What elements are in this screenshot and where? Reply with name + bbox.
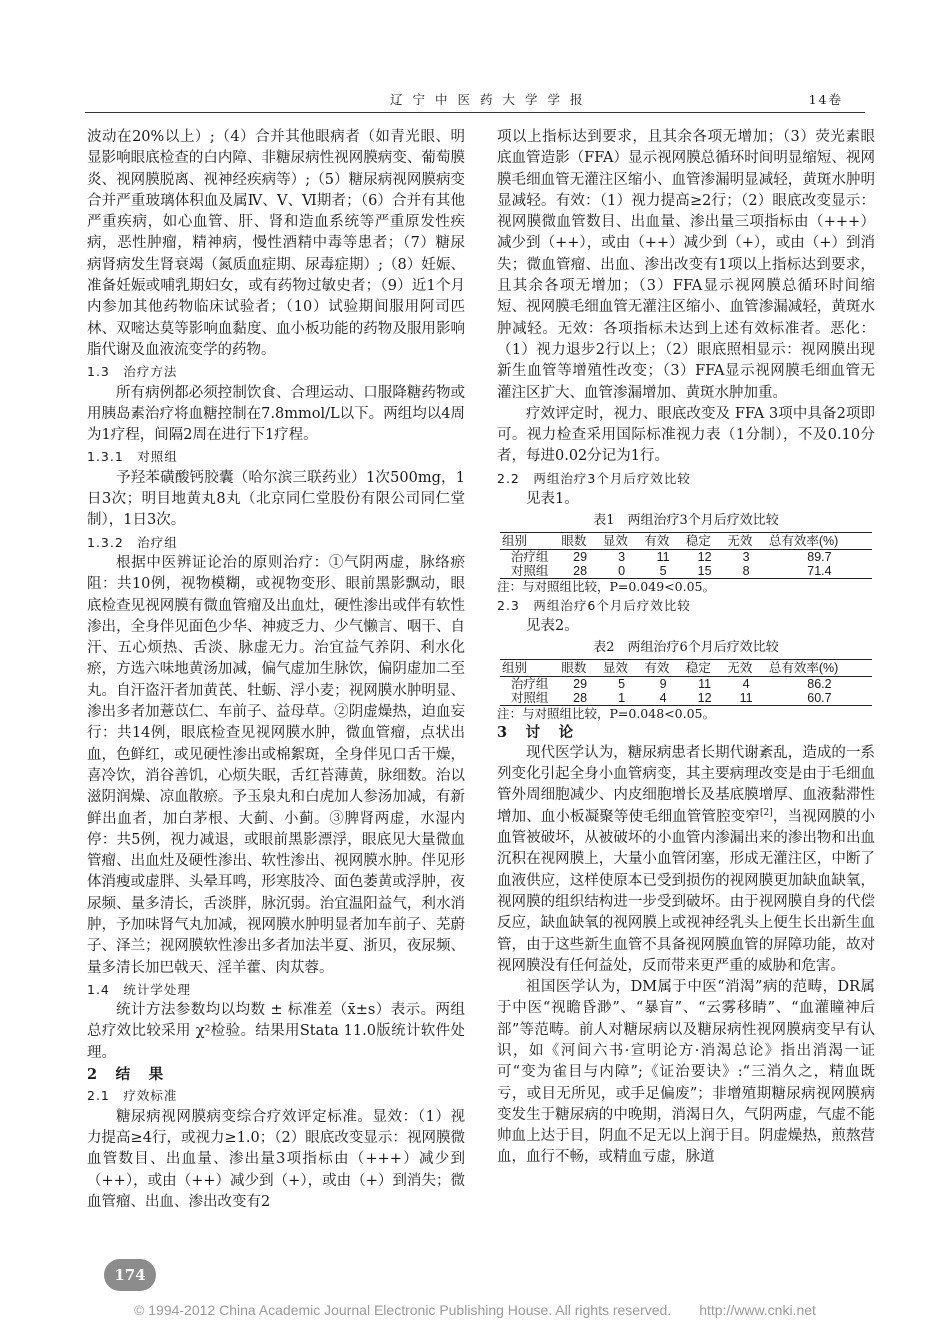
paragraph: 予羟苯磺酸钙胶囊（哈尔滨三联药业）1次500mg，1日3次；明目地黄丸8丸（北京同仁堂股份有限公司同仁堂制），1日3次。 xyxy=(87,469,465,529)
table-header-cell: 总有效率(%) xyxy=(767,659,872,676)
table-cell: 5 xyxy=(642,564,684,579)
table-header-cell: 眼数 xyxy=(559,659,601,676)
paragraph: 糖尿病视网膜病变综合疗效评定标准。显效：（1）视力提高≥4行，或视力≥1.0；（2）眼底改变显示：视网膜微血管数目、出血量、渗出量3项指标由（+++）减少到（++），或由（++）减少到（+），或由（+）到消失；微血管瘤、出血、渗出改变有2 xyxy=(87,1108,465,1210)
table1-note: 注：与对照组比较，P=0.049<0.05。 xyxy=(497,578,715,594)
paragraph: 见表1。 xyxy=(526,491,579,508)
table-header-row xyxy=(500,532,872,549)
table-cell: 对照组 xyxy=(500,564,559,579)
table-header-cell: 显效 xyxy=(601,532,643,549)
table-header-cell: 显效 xyxy=(601,659,643,676)
table-row xyxy=(500,564,872,579)
table-cell: 4 xyxy=(742,676,750,691)
table-cell: 29 xyxy=(573,549,588,564)
paragraph xyxy=(497,743,875,977)
table-cell: 9 xyxy=(659,676,667,691)
volume-label: 14卷 xyxy=(808,92,843,107)
paragraph: 疗效评定时，视力、眼底改变及 FFA 3项中具备2项即可。视力检查采用国际标准视力表（1分制），不及0.10分者，每进0.02分记为1行。 xyxy=(497,405,875,465)
copyright-footer: © 1994-2012 China Academic Journal Electronic Publishing House. All rights reserved. http://www.cnki.net xyxy=(134,1302,816,1318)
section-heading-2-3: 2.3 两组治疗6个月后疗效比较 xyxy=(497,597,691,613)
table-cell: 86.2 xyxy=(807,676,832,691)
table-cell: 5 xyxy=(618,676,626,691)
table-cell: 11 xyxy=(698,676,712,691)
table-header-cell: 组别 xyxy=(500,532,559,549)
citation-ref: [2] xyxy=(759,807,773,818)
running-header xyxy=(85,90,865,113)
table-cell: 60.7 xyxy=(767,691,872,706)
table-cell: 对照组 xyxy=(500,691,559,706)
table-cell: 3 xyxy=(618,549,626,564)
table-header-cell: 稳定 xyxy=(684,532,726,549)
table-cell: 12 xyxy=(697,549,712,564)
table-cell: 治疗组 xyxy=(510,549,549,564)
paragraph: 波动在20%以上）;（4）合并其他眼病者（如青光眼、明显影响眼底检查的白内障、非糖尿病性视网膜病变、葡萄膜炎、视网膜脱离、视神经疾病等）;（5）糖尿病视网膜病变合并严重玻璃体积血及属Ⅳ、Ⅴ、Ⅵ期者；（6）合并有其他严重疾病，如心血管、肝、肾和造血系统等严重原发性疾病，恶性肿瘤，精神病，慢性酒精中毒等患者；（7）糖尿病肾病发生肾衰竭（氮质血症期、尿毒症期）;（8）妊娠、准备妊娠或哺乳期妇女，或有药物过敏史者；（9）近1个月内参加其他药物临床试验者；（10）试验期间服用阿司匹林、双嘧达莫等影响血黏度、血小板功能的药物及服用影响脂代谢及血液流变学的药物。 xyxy=(87,129,465,358)
section-heading-1-3-1: 1.3.1 对照组 xyxy=(87,449,178,465)
journal-title: 辽宁中医药大学学报 xyxy=(390,92,593,107)
page-number-badge: 174 xyxy=(104,1259,156,1291)
table-cell: 15 xyxy=(684,564,726,579)
table-cell: 89.7 xyxy=(807,549,832,564)
table2-note: 注：与对照组比较，P=0.048<0.05。 xyxy=(497,705,715,721)
table-cell: 29 xyxy=(573,676,588,691)
table2 xyxy=(500,659,872,706)
table-cell: 8 xyxy=(725,564,767,579)
table-row xyxy=(500,676,872,691)
table1-caption: 表1 两组治疗3个月后疗效比较 xyxy=(593,513,779,529)
section-heading-1-3-2: 1.3.2 治疗组 xyxy=(87,534,178,550)
paragraph-text: 现代医学认为，糖尿病患者长期代谢紊乱，造成的一系列变化引起全身小血管病变，其主要病理改变是由于毛细血管外周细胞减少、内皮细胞增长及基底膜增厚、血液黏滞性增加、血小板凝聚等使毛细血管管腔变窄 xyxy=(497,744,875,825)
paragraph: 根据中医辨证论治的原则治疗：①气阴两虚，脉络瘀阻：共10例，视物模糊，或视物变形、眼前黑影飘动，眼底检查见视网膜有微血管瘤及出血灶，硬性渗出或伴有软性渗出，全身伴见面色少华、神疲乏力、少气懒言、咽干、自汗、五心烦热、舌淡、脉虚无力。治宜益气养阴、利水化瘀，方选六味地黄汤加减，偏气虚加生脉饮，偏阴虚加二至丸。自汗盗汗者加黄芪、牡蛎、浮小麦；视网膜水肿明显、渗出多者加薏苡仁、车前子、益母草。②阴虚燥热，迫血妄行：共14例，眼底检查见视网膜水肿，微血管瘤，点状出血，色鲜红，或见硬性渗出或棉絮斑，全身伴见口舌干燥，喜冷饮，消谷善饥，心烦失眠，舌红苔薄黄，脉细数。治以滋阴润燥、凉血散瘀。予玉泉丸和白虎加人参汤加减，有新鲜出血者，加白茅根、大蓟、小蓟。③脾肾两虚，水湿内停：共5例，视力减退，或眼前黑影漂浮，眼底见大量微血管瘤、出血灶及硬性渗出、软性渗出、视网膜水肿。伴见形体消瘦或虚胖、头晕耳鸣，形寒肢冷、面色萎黄或浮肿，夜尿频、量多清长，舌淡胖，脉沉弱。治宜温阳益气，利水消肿，予加味肾气丸加减，视网膜水肿明显者加车前子、芜蔚子、泽兰；视网膜软性渗出多者加法半夏、浙贝，夜尿频、量多清长加巴戟天、淫羊藿、肉苁蓉。 xyxy=(87,554,465,976)
paragraph: 统计方法参数均以均数 ± 标准差（x̄±s）表示。两组总疗效比较采用 χ²检验。结果用Stata 11.0版统计软件处理。 xyxy=(87,1002,465,1061)
section-heading-2-1: 2.1 疗效标准 xyxy=(87,1088,178,1104)
section-heading-2-2: 2.2 两组治疗3个月后疗效比较 xyxy=(497,470,691,486)
paragraph: 见表2。 xyxy=(526,617,579,634)
table-cell: 1 xyxy=(601,691,643,706)
table1 xyxy=(500,532,872,579)
table-header-cell: 眼数 xyxy=(559,532,601,549)
table-header-cell: 稳定 xyxy=(684,659,726,676)
section-heading-2: 2 结 果 xyxy=(87,1066,166,1084)
table-header-cell: 总有效率(%) xyxy=(767,532,872,549)
paragraph-text: ，当视网膜的小血管被破坏，从被破坏的小血管内渗漏出来的渗出物和出血沉积在视网膜上，大量小血管闭塞，形成无灌注区，中断了血液供应，这样使原本已受到损伤的视网膜更加缺血缺氧，视网膜的组织结构进一步受到破坏。由于视网膜自身的代偿反应，缺血缺氧的视网膜上或视神经乳头上便生长出新生血管，由于这些新生血管不具备视网膜血管的屏障功能，故对视网膜没有任何益处，反而带来更严重的威胁和危害。 xyxy=(497,808,876,974)
table-cell: 11 xyxy=(725,691,767,706)
table-row xyxy=(500,549,872,564)
paragraph: 所有病例都必须控制饮食、合理运动、口服降糖药物或用胰岛素治疗将血糖控制在7.8mmol/L以下。两组均以4周为1疗程，间隔2周在进行下1疗程。 xyxy=(87,384,465,444)
table-cell: 0 xyxy=(601,564,643,579)
paragraph: 祖国医学认为，DM属于中医“消渴”病的范畴，DR属于中医“视瞻昏渺”、“暴盲”、“云雾移睛”、“血灌瞳神后部”等范畴。前人对糖尿病以及糖尿病性视网膜病变早有认识，如《河间六书·宣明论方·消渴总论》指出消渴一证可“变为雀目与内障”;《证治要诀》:“三消久之，精血既亏，或目无所见，或手足偏废”；非增殖期糖尿病视网膜病变发生于糖尿病的中晚期，消渴日久，气阴两虚，气虚不能帅血上达于目，阴血不足无以上润于目。阴虚燥热，煎熬营血，血行不畅，或精血亏虚，脉道 xyxy=(497,979,875,1166)
table-header-row xyxy=(500,659,872,676)
table-cell: 28 xyxy=(559,564,601,579)
table-row xyxy=(500,691,872,706)
table-cell: 12 xyxy=(684,691,726,706)
table2-caption: 表2 两组治疗6个月后疗效比较 xyxy=(593,640,779,656)
table-cell: 11 xyxy=(656,549,670,564)
table-header-cell: 有效 xyxy=(642,659,684,676)
section-heading-1-4: 1.4 统计学处理 xyxy=(87,981,191,997)
table-header-cell: 有效 xyxy=(642,532,684,549)
section-heading-1-3: 1.3 治疗方法 xyxy=(87,364,178,380)
table-cell: 治疗组 xyxy=(510,676,549,691)
right-column xyxy=(497,127,875,1169)
table-cell: 4 xyxy=(642,691,684,706)
table-cell: 3 xyxy=(742,549,750,564)
paragraph: 项以上指标达到要求，且其余各项无增加；（3）荧光素眼底血管造影（FFA）显示视网膜总循环时间明显缩短、视网膜毛细血管无灌注区缩小、血管渗漏明显减轻，黄斑水肿明显减轻。有效：（1）视力提高≥2行；（2）眼底改变显示：视网膜微血管数目、出血量、渗出量三项指标由（+++）减少到（++），或由（++）减少到（+），或由（+）到消失；微血管瘤、出血、渗出改变有1项以上指标达到要求，且其余各项无增加；（3）FFA显示视网膜总循环时间缩短、视网膜毛细血管无灌注区缩小、血管渗漏减轻，黄斑水肿减轻。无效：各项指标未达到上述有效标准者。恶化：（1）视力退步2行以上；（2）眼底照相显示：视网膜出现新生血管等增殖性改变；（3）FFA显示视网膜毛细血管无灌注区扩大、血管渗漏增加、黄斑水肿加重。 xyxy=(497,129,875,401)
table-header-cell: 组别 xyxy=(500,659,559,676)
left-column xyxy=(87,127,465,1213)
table-header-cell: 无效 xyxy=(725,532,767,549)
table-cell: 71.4 xyxy=(767,564,872,579)
section-heading-3: 3 讨 论 xyxy=(497,723,576,741)
table-header-cell: 无效 xyxy=(725,659,767,676)
table-cell: 28 xyxy=(559,691,601,706)
